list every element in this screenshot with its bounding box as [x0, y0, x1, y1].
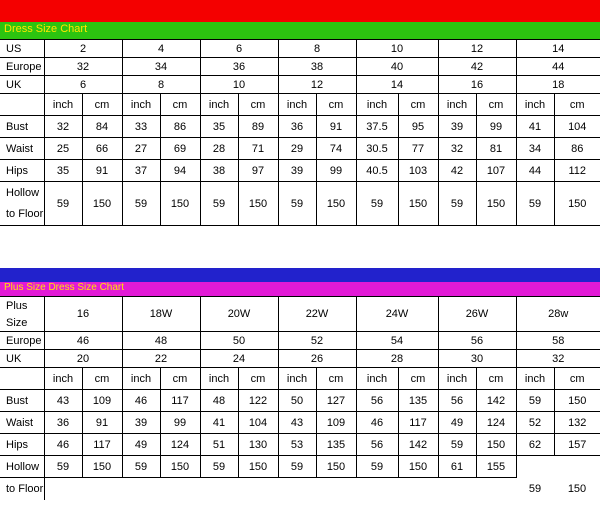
us-size-cell: 10: [356, 40, 438, 58]
measure-cell: 81: [476, 138, 516, 160]
measure-cell: 41: [516, 116, 554, 138]
europe-size-cell: 40: [356, 58, 438, 76]
uk-size-cell: 22: [122, 350, 200, 368]
measure-cell: 109: [82, 390, 122, 412]
table-row-us: [0, 40, 600, 58]
measure-cell: 74: [316, 138, 356, 160]
measure-cell: 59: [122, 456, 160, 478]
measure-cell: 44: [516, 160, 554, 182]
table-row-units: [0, 94, 600, 116]
row-label-plus: Plus: [0, 297, 44, 315]
europe-size-cell: 52: [278, 332, 356, 350]
table-row: [0, 138, 600, 160]
europe-size-cell: 34: [122, 58, 200, 76]
table-row: [0, 182, 600, 204]
measure-cell: 99: [476, 116, 516, 138]
table-row: [0, 160, 600, 182]
measure-cell: 150: [554, 390, 600, 412]
measure-cell: 59: [122, 182, 160, 226]
europe-size-cell: 58: [516, 332, 600, 350]
measure-cell: 71: [238, 138, 278, 160]
measure-cell: 142: [398, 434, 438, 456]
uk-size-cell: 20: [44, 350, 122, 368]
measure-cell: 142: [476, 390, 516, 412]
unit-cell: inch: [122, 368, 160, 390]
measure-cell: 124: [476, 412, 516, 434]
measure-cell: 48: [200, 390, 238, 412]
measure-cell: 39: [122, 412, 160, 434]
table-row-uk: [0, 76, 600, 94]
table-row-uk: [0, 350, 600, 368]
measure-label-waist: Waist: [0, 138, 44, 160]
measure-cell: 91: [316, 116, 356, 138]
measure-cell: 117: [398, 412, 438, 434]
us-size-cell: 14: [516, 40, 600, 58]
trailing-cell: 59: [516, 478, 554, 500]
plus-size-chart-table: [0, 296, 600, 500]
plus-size-cell: 20W: [200, 297, 278, 332]
measure-cell: 52: [516, 412, 554, 434]
measure-cell: 150: [398, 456, 438, 478]
measure-label-bust: Bust: [0, 116, 44, 138]
table-row: [0, 434, 600, 456]
unit-cell: cm: [82, 94, 122, 116]
table-row-plus: [0, 297, 600, 315]
measure-cell: 107: [476, 160, 516, 182]
measure-cell: 150: [398, 182, 438, 226]
unit-cell: inch: [516, 94, 554, 116]
measure-cell: 50: [278, 390, 316, 412]
measure-cell: 38: [200, 160, 238, 182]
measure-label-hollow-2: to Floor: [0, 204, 44, 226]
measure-cell: 59: [44, 182, 82, 226]
table-row-europe: [0, 58, 600, 76]
measure-cell: 127: [316, 390, 356, 412]
us-size-cell: 2: [44, 40, 122, 58]
measure-cell: 29: [278, 138, 316, 160]
row-label-uk: UK: [0, 350, 44, 368]
measure-cell: 33: [122, 116, 160, 138]
measure-cell: 104: [238, 412, 278, 434]
measure-cell: 59: [438, 182, 476, 226]
measure-cell: 155: [476, 456, 516, 478]
measure-cell: 37.5: [356, 116, 398, 138]
measure-cell: 150: [160, 456, 200, 478]
dress-size-chart-title: Dress Size Chart: [4, 23, 88, 35]
row-label-uk: UK: [0, 76, 44, 94]
europe-size-cell: 42: [438, 58, 516, 76]
measure-cell: 56: [438, 390, 476, 412]
measure-cell: 91: [82, 160, 122, 182]
europe-size-cell: 38: [278, 58, 356, 76]
unit-cell: inch: [200, 368, 238, 390]
measure-cell: 97: [238, 160, 278, 182]
measure-cell-empty: [554, 456, 600, 478]
europe-size-cell: 56: [438, 332, 516, 350]
unit-cell: cm: [82, 368, 122, 390]
measure-cell: 150: [316, 456, 356, 478]
measure-cell: 56: [356, 390, 398, 412]
top-red-banner: [0, 0, 600, 22]
measure-cell: 28: [200, 138, 238, 160]
measure-cell: 130: [238, 434, 278, 456]
measure-cell: 49: [122, 434, 160, 456]
row-label-europe: Europe: [0, 58, 44, 76]
unit-cell: inch: [44, 94, 82, 116]
europe-size-cell: 32: [44, 58, 122, 76]
measure-cell: 99: [316, 160, 356, 182]
measure-cell: 40.5: [356, 160, 398, 182]
row-label-units: [0, 368, 44, 390]
unit-cell: cm: [238, 94, 278, 116]
measure-cell: 104: [554, 116, 600, 138]
measure-cell: 59: [356, 182, 398, 226]
measure-cell: 84: [82, 116, 122, 138]
uk-size-cell: 24: [200, 350, 278, 368]
measure-cell: 61: [438, 456, 476, 478]
measure-cell: 132: [554, 412, 600, 434]
measure-cell: 95: [398, 116, 438, 138]
europe-size-cell: 54: [356, 332, 438, 350]
measure-cell: 150: [476, 434, 516, 456]
row-label-units: [0, 94, 44, 116]
measure-cell: 35: [200, 116, 238, 138]
unit-cell: cm: [316, 368, 356, 390]
unit-cell: cm: [554, 94, 600, 116]
table-row: [0, 412, 600, 434]
unit-cell: cm: [160, 368, 200, 390]
row-label-us: US: [0, 40, 44, 58]
measure-cell: 56: [356, 434, 398, 456]
plus-size-cell: 18W: [122, 297, 200, 332]
unit-cell: inch: [278, 94, 316, 116]
plus-size-chart-title: Plus Size Dress Size Chart: [4, 282, 125, 293]
uk-size-cell: 8: [122, 76, 200, 94]
measure-cell: 59: [516, 390, 554, 412]
unit-cell: inch: [44, 368, 82, 390]
measure-cell: 89: [238, 116, 278, 138]
measure-cell: 25: [44, 138, 82, 160]
measure-cell: 117: [82, 434, 122, 456]
measure-cell-empty: [516, 456, 554, 478]
measure-cell: 150: [82, 456, 122, 478]
uk-size-cell: 26: [278, 350, 356, 368]
europe-size-cell: 50: [200, 332, 278, 350]
uk-size-cell: 10: [200, 76, 278, 94]
uk-size-cell: 30: [438, 350, 516, 368]
spacer-cell: [44, 478, 516, 500]
uk-size-cell: 18: [516, 76, 600, 94]
row-label-europe: Europe: [0, 332, 44, 350]
plus-size-cell: 22W: [278, 297, 356, 332]
measure-cell: 30.5: [356, 138, 398, 160]
measure-cell: 46: [356, 412, 398, 434]
table-row: [0, 390, 600, 412]
unit-cell: cm: [160, 94, 200, 116]
table-row-europe: [0, 332, 600, 350]
unit-cell: cm: [476, 94, 516, 116]
measure-cell: 35: [44, 160, 82, 182]
measure-cell: 49: [438, 412, 476, 434]
europe-size-cell: 48: [122, 332, 200, 350]
plus-size-cell: 28w: [516, 297, 600, 332]
measure-cell: 37: [122, 160, 160, 182]
europe-size-cell: 36: [200, 58, 278, 76]
measure-cell: 69: [160, 138, 200, 160]
unit-cell: cm: [554, 368, 600, 390]
measure-cell: 43: [44, 390, 82, 412]
uk-size-cell: 32: [516, 350, 600, 368]
us-size-cell: 6: [200, 40, 278, 58]
measure-cell: 91: [82, 412, 122, 434]
measure-cell: 59: [278, 456, 316, 478]
uk-size-cell: 6: [44, 76, 122, 94]
measure-label-hollow: Hollow: [0, 182, 44, 204]
measure-cell: 122: [238, 390, 278, 412]
measure-cell: 94: [160, 160, 200, 182]
measure-cell: 62: [516, 434, 554, 456]
measure-cell: 36: [278, 116, 316, 138]
measure-cell: 150: [476, 182, 516, 226]
measure-cell: 150: [82, 182, 122, 226]
measure-cell: 150: [160, 182, 200, 226]
measure-label-bust: Bust: [0, 390, 44, 412]
unit-cell: cm: [398, 94, 438, 116]
us-size-cell: 8: [278, 40, 356, 58]
measure-cell: 109: [316, 412, 356, 434]
europe-size-cell: 46: [44, 332, 122, 350]
table-row-units: [0, 368, 600, 390]
measure-cell: 77: [398, 138, 438, 160]
measure-cell: 86: [160, 116, 200, 138]
us-size-cell: 12: [438, 40, 516, 58]
measure-cell: 27: [122, 138, 160, 160]
uk-size-cell: 16: [438, 76, 516, 94]
unit-cell: inch: [438, 94, 476, 116]
measure-cell: 59: [278, 182, 316, 226]
measure-cell: 135: [398, 390, 438, 412]
uk-size-cell: 14: [356, 76, 438, 94]
trailing-cell: 150: [554, 478, 600, 500]
us-size-cell: 4: [122, 40, 200, 58]
uk-size-cell: 28: [356, 350, 438, 368]
unit-cell: inch: [516, 368, 554, 390]
measure-cell: 53: [278, 434, 316, 456]
table-row: [0, 478, 600, 500]
green-banner: [0, 22, 600, 39]
measure-cell: 86: [554, 138, 600, 160]
measure-cell: 150: [316, 182, 356, 226]
measure-cell: 135: [316, 434, 356, 456]
measure-cell: 36: [44, 412, 82, 434]
unit-cell: cm: [238, 368, 278, 390]
unit-cell: inch: [122, 94, 160, 116]
measure-cell: 150: [554, 182, 600, 226]
measure-cell: 41: [200, 412, 238, 434]
dress-size-chart-table: [0, 39, 600, 226]
measure-label-hollow: Hollow: [0, 456, 44, 478]
measure-cell: 59: [356, 456, 398, 478]
measure-label-waist: Waist: [0, 412, 44, 434]
measure-cell: 150: [238, 182, 278, 226]
measure-cell: 34: [516, 138, 554, 160]
unit-cell: cm: [476, 368, 516, 390]
table-row: [0, 456, 600, 478]
plus-size-cell: 24W: [356, 297, 438, 332]
measure-cell: 117: [160, 390, 200, 412]
measure-cell: 39: [438, 116, 476, 138]
blue-banner: [0, 268, 600, 282]
measure-cell: 99: [160, 412, 200, 434]
measure-label-hollow-2: to Floor: [0, 478, 44, 500]
measure-cell: 157: [554, 434, 600, 456]
plus-size-cell: 26W: [438, 297, 516, 332]
measure-cell: 103: [398, 160, 438, 182]
measure-cell: 124: [160, 434, 200, 456]
row-label-plus-2: Size: [0, 314, 44, 332]
measure-label-hips: Hips: [0, 160, 44, 182]
unit-cell: inch: [356, 368, 398, 390]
measure-cell: 59: [200, 182, 238, 226]
measure-cell: 59: [438, 434, 476, 456]
measure-cell: 32: [44, 116, 82, 138]
measure-cell: 46: [122, 390, 160, 412]
measure-cell: 51: [200, 434, 238, 456]
plus-size-cell: 16: [44, 297, 122, 332]
unit-cell: inch: [278, 368, 316, 390]
measure-cell: 46: [44, 434, 82, 456]
unit-cell: inch: [356, 94, 398, 116]
unit-cell: cm: [316, 94, 356, 116]
measure-cell: 66: [82, 138, 122, 160]
unit-cell: inch: [438, 368, 476, 390]
europe-size-cell: 44: [516, 58, 600, 76]
measure-label-hips: Hips: [0, 434, 44, 456]
measure-cell: 112: [554, 160, 600, 182]
measure-cell: 150: [238, 456, 278, 478]
measure-cell: 42: [438, 160, 476, 182]
measure-cell: 59: [200, 456, 238, 478]
measure-cell: 43: [278, 412, 316, 434]
measure-cell: 32: [438, 138, 476, 160]
uk-size-cell: 12: [278, 76, 356, 94]
unit-cell: inch: [200, 94, 238, 116]
measure-cell: 59: [516, 182, 554, 226]
measure-cell: 59: [44, 456, 82, 478]
unit-cell: cm: [398, 368, 438, 390]
table-row: [0, 116, 600, 138]
measure-cell: 39: [278, 160, 316, 182]
